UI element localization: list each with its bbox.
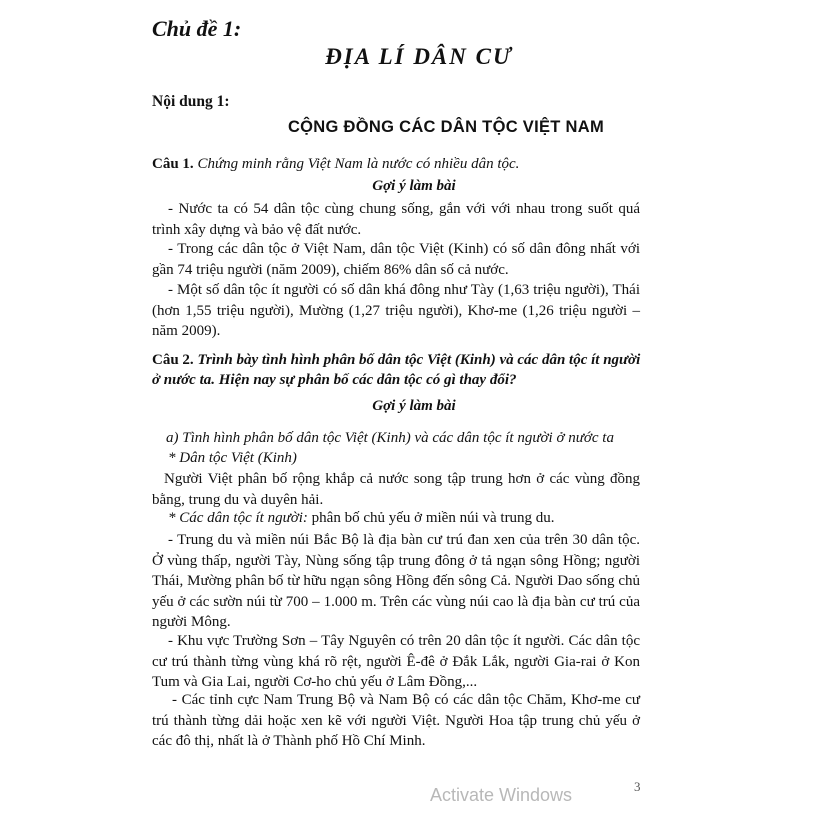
minority-line (168, 510, 555, 527)
question-1-point-2: - Trong các dân tộc ở Việt Nam, dân tộc Việt (Kinh) có số dân đông nhất với gần 74 triệu người (năm 2009), chiếm 86% dân số cả nước. (152, 241, 640, 278)
question-2-point-2: - Khu vực Trường Sơn – Tây Nguyên có trên 20 dân tộc ít người. Các dân tộc cư trú thành từng vùng khá rõ rệt, người Ê-đê ở Đắk Lắk, người Gia-rai ở Kon Tum và Gia Lai, người Cơ-ho chủ yếu ở Lâm Đồng,... (152, 633, 640, 690)
subject-title (0, 44, 814, 70)
question-1-point-1: - Nước ta có 54 dân tộc cùng chung sống, gắn với với nhau trong suốt quá trình xây dựng và bảo vệ đất nước. (152, 201, 640, 238)
question-2-hint-text: Gợi ý làm bài (372, 398, 456, 414)
page-number: 3 (634, 779, 641, 794)
question-1-hint (0, 178, 814, 195)
question-2-part-a: a) Tình hình phân bố dân tộc Việt (Kinh) và các dân tộc ít người ở nước ta (166, 430, 614, 446)
question-1 (152, 156, 519, 173)
question-2-hint (0, 398, 814, 415)
minority-title: * Các dân tộc ít người: (168, 510, 308, 526)
question-1-point-3: - Một số dân tộc ít người có số dân khá đông như Tày (1,63 triệu người), Thái (hơn 1,55 triệu người), Mường (1,27 triệu người), Khơ-me (1,26 triệu người – năm 2009). (152, 282, 640, 339)
question-2-point-1: - Trung du và miền núi Bắc Bộ là địa bàn cư trú đan xen của trên 30 dân tộc. Ở vùng thấp, người Tày, Nùng sống tập trung đông ở tả ngạn sông Hồng; người Thái, Mường phân bố từ hữu ngạn sông Hồng đến sông Cả. Người Dao sống chủ yếu ở các sườn núi từ 700 – 1.000 m. Trên các vùng núi cao là địa bàn cư trú của người Mông. (152, 532, 640, 630)
question-1-text: Chứng minh rằng Việt Nam là nước có nhiều dân tộc. (197, 156, 520, 172)
question-2-point-3: - Các tỉnh cực Nam Trung Bộ và Nam Bộ có các dân tộc Chăm, Khơ-me cư trú thành từng dải hoặc xen kẽ với người Việt. Người Hoa tập trung chủ yếu ở các đô thị, nhất là ở Thành phố Hồ Chí Minh. (152, 692, 640, 749)
viet-ethnic-title: * Dân tộc Việt (Kinh) (168, 450, 297, 466)
minority-text: phân bố chủ yếu ở miền núi và trung du. (307, 510, 555, 526)
question-2-text-line-2: ở nước ta. Hiện nay sự phân bố các dân tộc có gì thay đổi? (152, 372, 517, 388)
activate-windows-watermark: Activate Windows (430, 785, 573, 805)
question-2-label: Câu 2. (152, 352, 194, 368)
question-2-text-line-1: Trình bày tình hình phân bố dân tộc Việt (Kinh) và các dân tộc ít người (197, 352, 641, 368)
viet-ethnic-text: Người Việt phân bố rộng khắp cả nước song tập trung hơn ở các vùng đồng bằng, trung du và duyên hải. (152, 471, 640, 508)
section-heading-text: CỘNG ĐỒNG CÁC DÂN TỘC VIỆT NAM (287, 118, 605, 136)
content-label: Nội dung 1: (152, 93, 230, 110)
question-2-line-2 (152, 372, 517, 389)
question-1-hint-text: Gợi ý làm bài (372, 178, 456, 194)
question-2-line-1 (152, 352, 640, 369)
section-heading (0, 118, 814, 137)
subject-title-text: ĐỊA LÍ DÂN CƯ (325, 44, 513, 69)
topic-label: Chủ đề 1: (152, 16, 242, 41)
question-1-label: Câu 1. (152, 156, 194, 172)
